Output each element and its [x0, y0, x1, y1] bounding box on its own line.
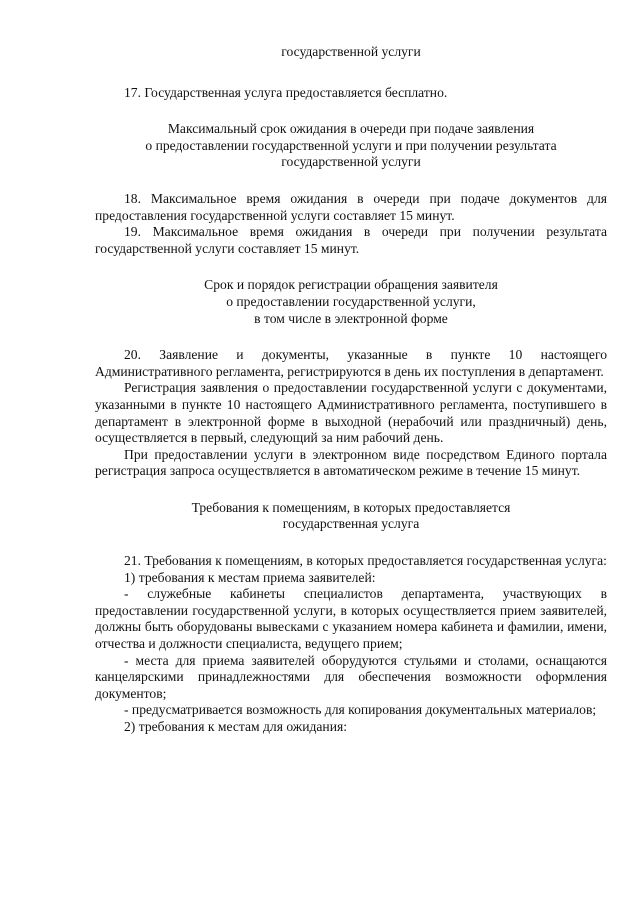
heading-line: о предоставлении государственной услуги, — [226, 293, 476, 309]
paragraph-20: 20. Заявление и документы, указанные в пункте 10 настоящего Административного регламента, регистрируются в день их поступления в департамент. — [95, 347, 607, 379]
paragraph-17: 17. Государственная услуга предоставляется бесплатно. — [124, 84, 448, 100]
paragraph-18: 18. Максимальное время ожидания в очереди при подаче документов для предоставления государственной услуги составляет 15 минут. — [95, 190, 607, 223]
paragraph-21-subitem-2: 2) требования к местам для ожидания: — [124, 719, 348, 734]
document-page — [95, 44, 607, 736]
paragraph-21-subitem-1: 1) требования к местам приема заявителей: — [124, 569, 376, 585]
paragraph-21-bullet-cabinets: - служебные кабинеты специалистов департамента, участвующих в предоставлении государственной услуги, в которых осуществляется прием заявителей, должны быть оборудованы вывесками с указанием номера кабинета и фамилии, имени, отчества и должности специалиста, ведущего прием; — [95, 586, 607, 652]
heading-line: государственной услуги — [281, 154, 421, 170]
section-heading-premises — [95, 500, 607, 533]
paragraph-20-portal: При предоставлении услуги в электронном виде посредством Единого портала регистрация запроса осуществляется в автоматическом режиме в течение 15 минут. — [95, 446, 607, 479]
heading-line: о предоставлении государственной услуги и при получении результата — [145, 137, 557, 153]
paragraph-21: 21. Требования к помещениям, в которых предоставляется государственная услуга: — [124, 553, 607, 569]
section-heading-registration — [95, 277, 607, 327]
paragraph-20-registration: Регистрация заявления о предоставлении государственной услуги с документами, указанными в пункте 10 настоящего Административного регламента, поступившего в департамент в электронной форме в выходной (нерабочий или праздничный) день, осуществляется в первый, следующий за ним рабочий день. — [95, 380, 607, 446]
section-heading-tail: государственной услуги — [281, 44, 421, 59]
heading-line: Срок и порядок регистрации обращения заявителя — [204, 277, 498, 293]
paragraph-21-bullet-copying: - предусматривается возможность для копирования документальных материалов; — [124, 702, 597, 718]
heading-line: в том числе в электронной форме — [254, 310, 448, 326]
paragraph-21-bullet-reception-places: - места для приема заявителей оборудуются стульями и столами, оснащаются канцелярскими принадлежностями для обеспечения возможности оформления документов; — [95, 652, 607, 701]
paragraph-19: 19. Максимальное время ожидания в очереди при получении результата государственной услуги составляет 15 минут. — [95, 224, 607, 256]
heading-line: Максимальный срок ожидания в очереди при подаче заявления — [167, 121, 535, 137]
heading-line: Требования к помещениям, в которых предоставляется — [191, 499, 511, 515]
section-heading-waiting-time — [95, 121, 607, 171]
heading-line: государственная услуга — [282, 516, 420, 532]
